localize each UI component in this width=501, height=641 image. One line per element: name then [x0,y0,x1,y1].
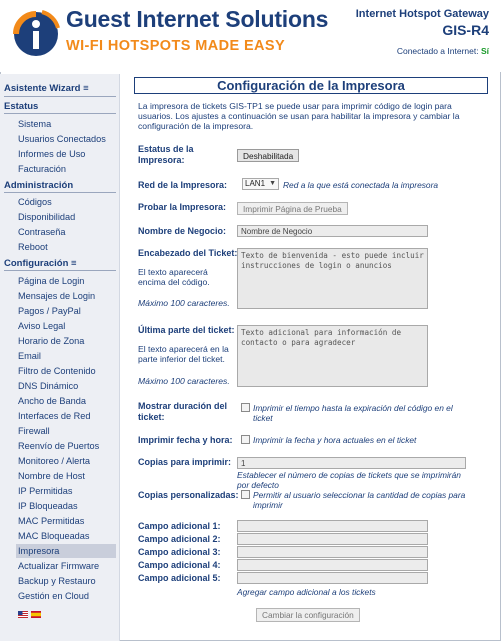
sidebar-item-pagina-de-login[interactable]: Página de Login [18,276,85,286]
brand-tagline: WI-FI HOTSPOTS MADE EASY [66,38,286,54]
sidebar-item-filtro-de-contenido[interactable]: Filtro de Contenido [18,366,96,376]
printer-status-label: Estatus de la Impresora: [138,144,194,165]
sidebar-item-ip-bloqueadas[interactable]: IP Bloqueadas [18,501,78,511]
copies-input[interactable]: 1 [237,457,466,469]
extra-field-1-label: Campo adicional 1: [138,521,221,531]
sidebar-item-reenvio-de-puertos[interactable]: Reenvío de Puertos [18,441,100,451]
sidebar-item-mac-bloqueadas[interactable]: MAC Bloqueadas [18,531,90,541]
intro-text: La impresora de tickets GIS-TP1 se puede usar para imprimir código de login para usuarios. Los ajustes a continuación se usan para habilitar la impresora y cambiar la configuración de la impresora. [138,101,460,131]
sidebar-item-aviso-legal[interactable]: Aviso Legal [18,321,66,331]
product-model: GIS-R4 [442,22,489,38]
sidebar-item-ip-permitidas[interactable]: IP Permitidas [18,486,73,496]
sidebar-wizard[interactable]: Asistente Wizard ≡ [4,83,89,94]
sidebar-item-actualizar-firmware[interactable]: Actualizar Firmware [18,561,100,571]
sidebar-item-dns-dinamico[interactable]: DNS Dinámico [18,381,79,391]
sidebar-item-firewall[interactable]: Firewall [18,426,50,436]
sidebar-divider [4,113,116,114]
test-printer-label: Probar la Impresora: [138,202,227,212]
printer-status-button[interactable]: Deshabilitada [237,149,299,162]
sidebar-item-monitoreo-alerta[interactable]: Monitoreo / Alerta [18,456,91,466]
ticket-footer-max: Máximo 100 caracteres. [138,376,230,386]
sidebar-divider [4,192,116,193]
printer-network-label: Red de la Impresora: [138,180,228,190]
sidebar-item-usuarios-conectados[interactable]: Usuarios Conectados [18,134,106,144]
sidebar-item-mensajes-de-login[interactable]: Mensajes de Login [18,291,96,301]
business-name-label: Nombre de Negocio: [138,226,227,236]
business-name-input[interactable]: Nombre de Negocio [237,225,428,237]
show-duration-checkbox[interactable] [241,403,250,412]
sidebar-item-mac-permitidas[interactable]: MAC Permitidas [18,516,85,526]
print-test-page-button[interactable]: Imprimir Página de Prueba [237,202,348,215]
extra-field-5-input[interactable] [237,572,428,584]
sidebar-item-facturacion[interactable]: Facturación [18,164,67,174]
ticket-footer-textarea[interactable]: Texto adicional para información de contacto o para agradecer [237,325,428,387]
sidebar-divider [4,270,116,271]
print-datetime-text: Imprimir la fecha y hora actuales en el ticket [253,435,417,445]
sidebar-item-backup-y-restauro[interactable]: Backup y Restauro [18,576,96,586]
sidebar-item-sistema[interactable]: Sistema [18,119,52,129]
sidebar-item-gestion-en-cloud[interactable]: Gestión en Cloud [18,591,89,601]
connection-label: Conectado a Internet: [396,46,479,56]
custom-copies-label: Copias personalizadas: [138,490,239,500]
ticket-header-label: Encabezado del Ticket: [138,248,238,258]
sidebar-item-interfaces-de-red[interactable]: Interfaces de Red [18,411,91,421]
extra-field-1-input[interactable] [237,520,428,532]
sidebar-item-disponibilidad[interactable]: Disponibilidad [18,212,76,222]
chevron-down-icon: ▼ [269,180,276,187]
guest-internet-logo-icon [12,6,60,58]
printer-network-value: LAN1 [245,179,266,188]
product-name: Internet Hotspot Gateway [355,8,489,20]
custom-copies-text: Permitir al usuario seleccionar la cantidad de copias para imprimir [253,490,466,510]
show-duration-label: Mostrar duración del ticket: [138,401,228,422]
sidebar-section-configuracion[interactable]: Configuración ≡ [4,258,77,269]
ticket-footer-label: Última parte del ticket: [138,325,235,335]
ticket-footer-desc: El texto aparecerá en la parte inferior del ticket. [138,344,229,364]
header [0,0,501,72]
printer-network-select[interactable] [242,178,279,190]
us-flag-icon[interactable] [18,611,28,618]
brand-title: Guest Internet Solutions [66,6,329,32]
sidebar-divider [4,96,116,97]
main-content [121,74,501,641]
extra-field-2-input[interactable] [237,533,428,545]
extra-field-3-input[interactable] [237,546,428,558]
ticket-header-max: Máximo 100 caracteres. [138,298,230,308]
extra-field-2-label: Campo adicional 2: [138,534,221,544]
sidebar-item-contrasena[interactable]: Contraseña [18,227,66,237]
show-duration-text: Imprimir el tiempo hasta la expiración del código en el ticket [253,403,453,423]
custom-copies-checkbox[interactable] [241,490,250,499]
extra-field-3-label: Campo adicional 3: [138,547,221,557]
connection-value: Sí [480,46,489,56]
copies-hint: Establecer el número de copias de tickets que se imprimirán por defecto [237,470,461,490]
sidebar-item-informes-de-uso[interactable]: Informes de Uso [18,149,86,159]
print-datetime-label: Imprimir fecha y hora: [138,435,233,445]
sidebar-item-ancho-de-banda[interactable]: Ancho de Banda [18,396,86,406]
printer-network-hint: Red a la que está conectada la impresora [283,180,439,190]
sidebar-item-nombre-de-host[interactable]: Nombre de Host [18,471,85,481]
save-settings-button[interactable]: Cambiar la configuración [256,608,360,622]
sidebar-section-administracion[interactable]: Administración [4,180,74,191]
extra-field-5-label: Campo adicional 5: [138,573,221,583]
print-datetime-checkbox[interactable] [241,435,250,444]
ticket-header-desc: El texto aparecerá encima del código. [138,267,210,287]
sidebar-item-impresora[interactable]: Impresora [16,544,116,558]
sidebar [0,74,120,641]
extra-fields-hint: Agregar campo adicional a los tickets [237,587,376,597]
sidebar-item-horario-de-zona[interactable]: Horario de Zona [18,336,85,346]
sidebar-item-reboot[interactable]: Reboot [18,242,48,252]
extra-field-4-input[interactable] [237,559,428,571]
language-flags [18,611,41,618]
page-title: Configuración de la Impresora [134,77,488,94]
sidebar-section-estatus[interactable]: Estatus [4,101,39,112]
connection-status [397,46,489,56]
es-flag-icon[interactable] [31,611,41,618]
extra-field-4-label: Campo adicional 4: [138,560,221,570]
sidebar-item-pagos-paypal[interactable]: Pagos / PayPal [18,306,81,316]
sidebar-item-codigos[interactable]: Códigos [18,197,52,207]
ticket-header-textarea[interactable]: Texto de bienvenida - esto puede incluir instrucciones de login o anuncios [237,248,428,309]
sidebar-item-email[interactable]: Email [18,351,41,361]
copies-label: Copias para imprimir: [138,457,232,467]
